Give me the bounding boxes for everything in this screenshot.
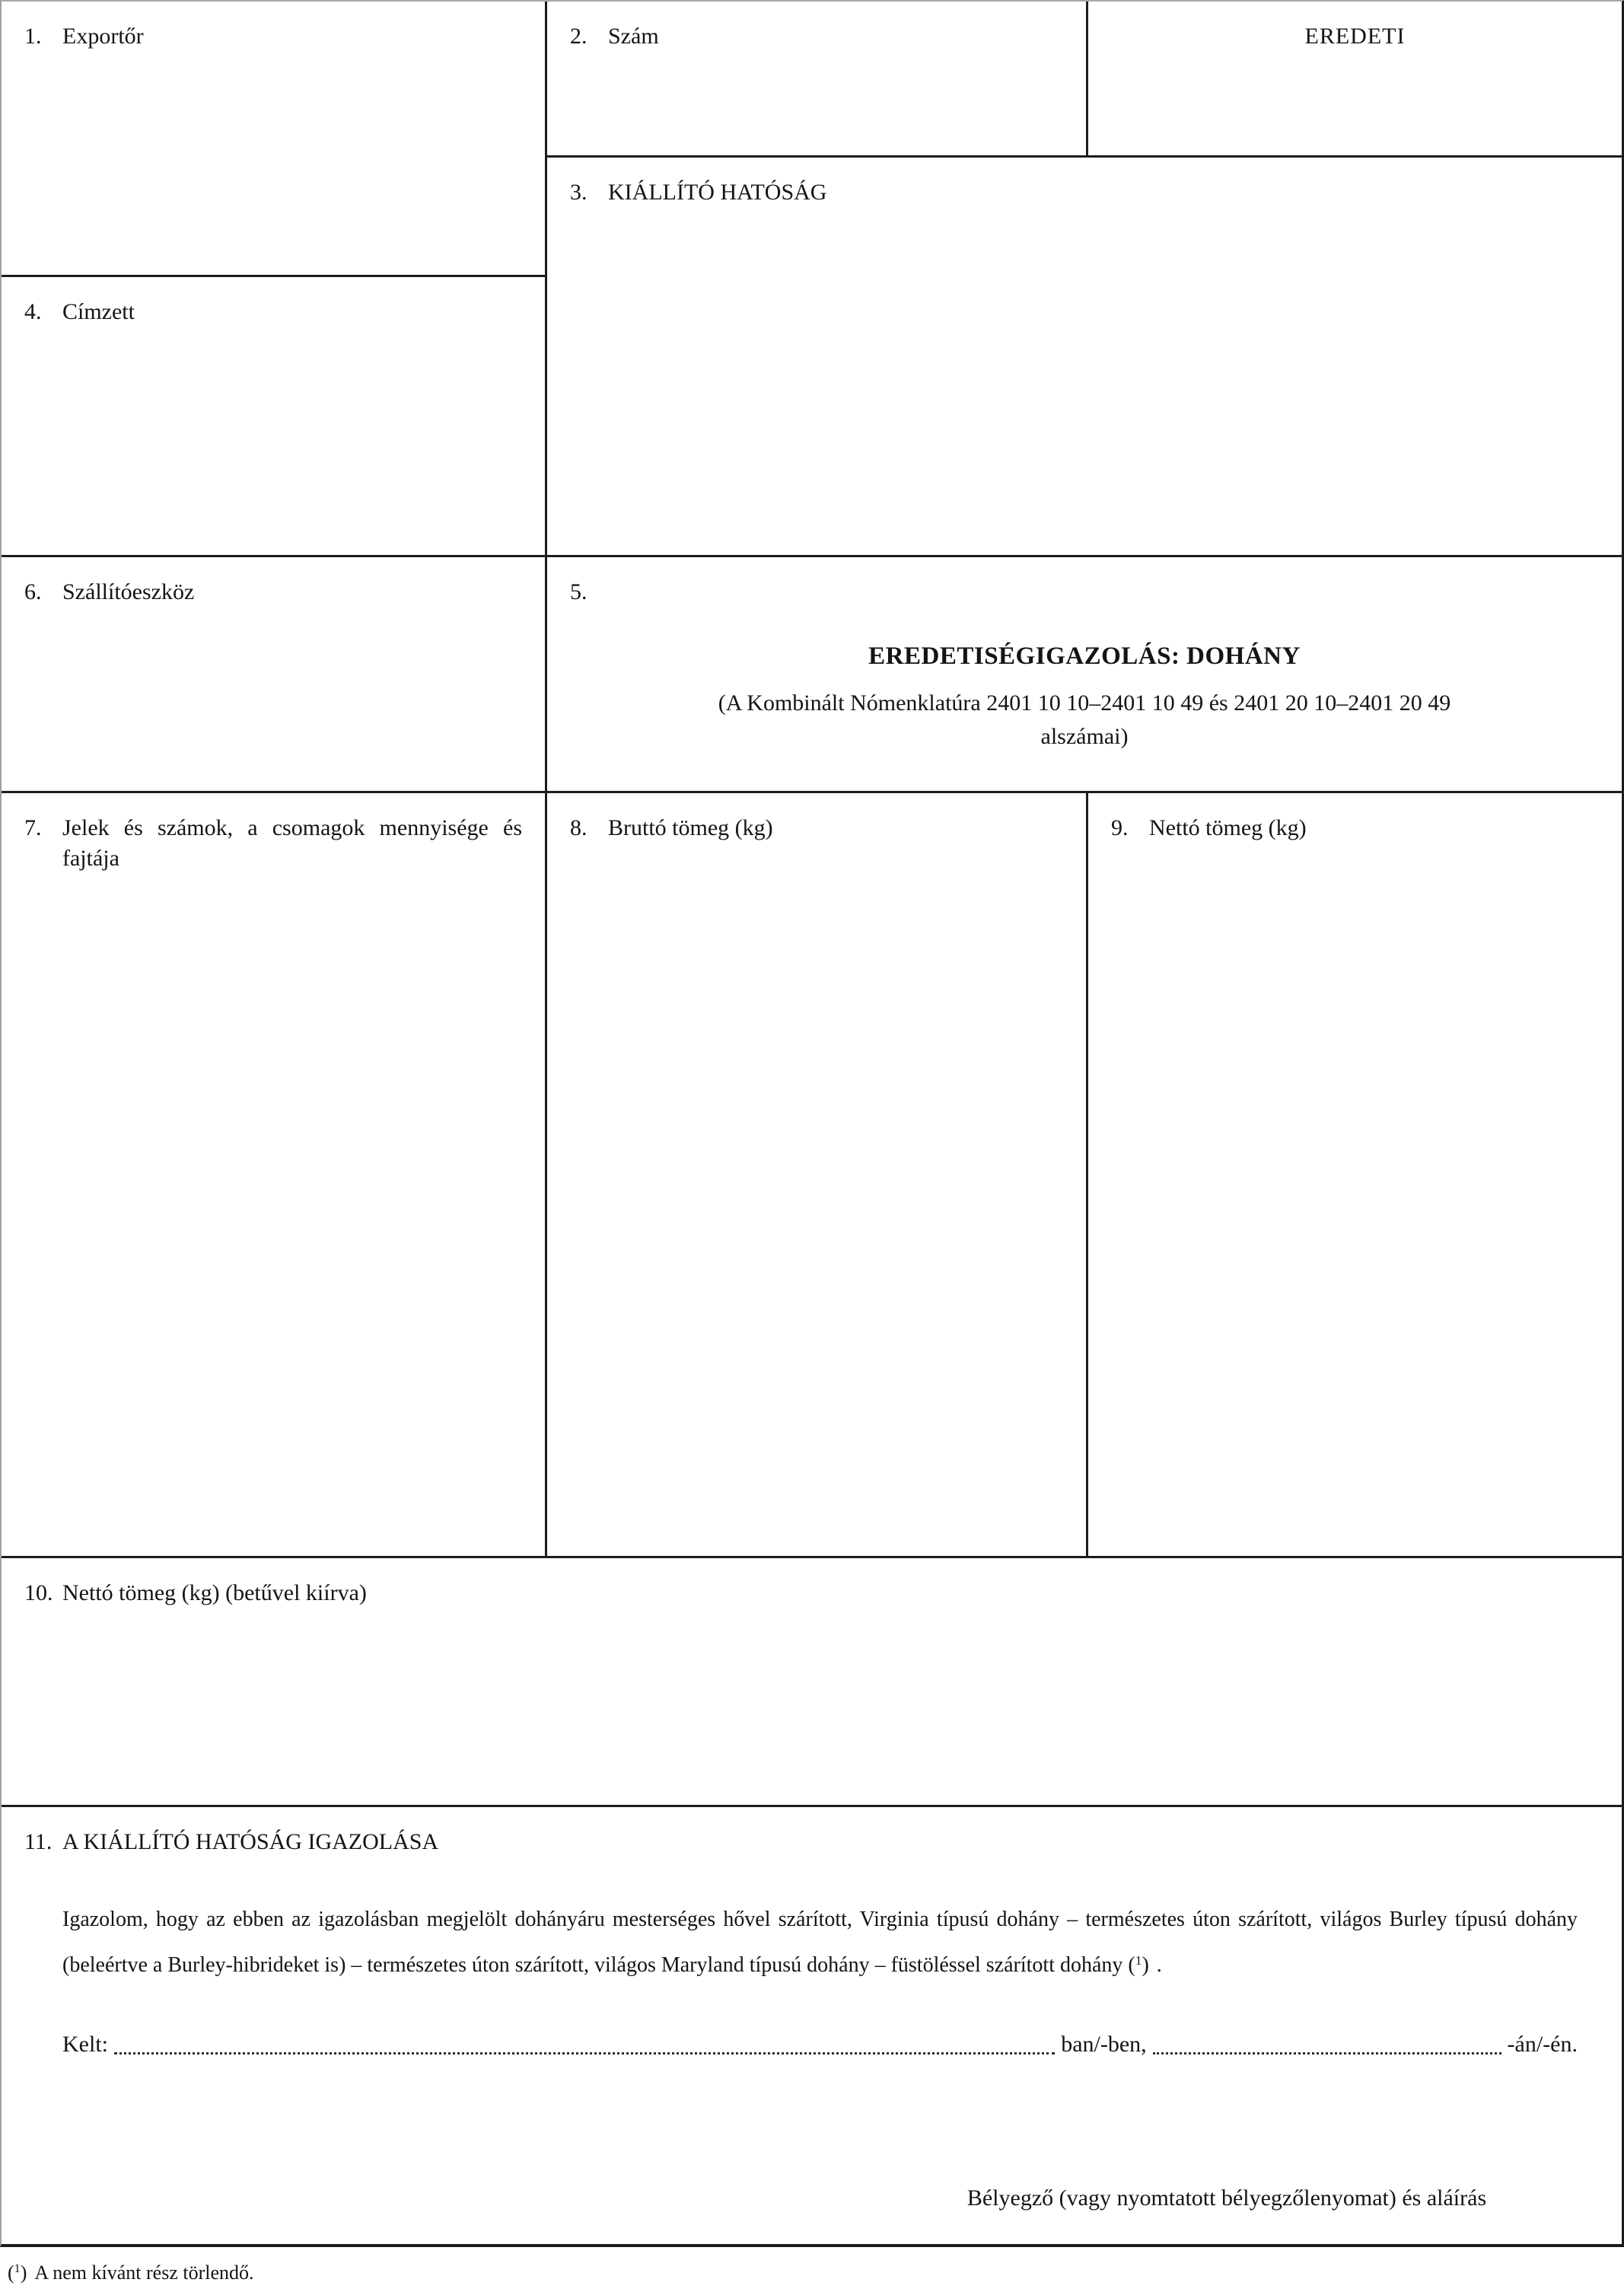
box-exporter: [2, 2, 547, 277]
box-exporter-label: Exportőr: [62, 24, 144, 49]
box-number-heading: [570, 21, 1063, 52]
date-line: [62, 2028, 1578, 2061]
certification-sentence-end: .: [1156, 1953, 1162, 1977]
box-certificate-title: [547, 557, 1622, 793]
box-issuing-authority-number: 3.: [570, 180, 588, 205]
box-means-of-transport-heading: [24, 577, 522, 607]
box-number: [547, 2, 1088, 158]
box-consignee-label: Címzett: [62, 299, 135, 324]
box-net-weight-heading: [1111, 813, 1599, 843]
stamp-signature-line: Bélyegző (vagy nyomtatott bélyegzőlenyomat) és aláírás: [966, 2185, 1487, 2211]
box-consignee-heading: [24, 297, 522, 327]
box-number-number: 2.: [570, 24, 588, 49]
box-exporter-number: 1.: [24, 24, 42, 49]
box-issuing-authority-heading: [570, 177, 1599, 208]
certification-footnote-ref: [1128, 1953, 1148, 1977]
box-certificate-title-number: 5.: [570, 579, 588, 604]
box-authority-certification-label: A KIÁLLÍTÓ HATÓSÁG IGAZOLÁSA: [62, 1829, 439, 1854]
box-authority-certification: [2, 1807, 1622, 2244]
box-consignee-number: 4.: [24, 299, 42, 324]
original-mark: EREDETI: [1304, 24, 1406, 49]
date-label: Kelt:: [62, 2032, 108, 2057]
box-net-weight-words-heading: [24, 1578, 1599, 1608]
page-footnote-marker: [8, 2262, 27, 2284]
box-marks-numbers-number: 7.: [24, 815, 42, 840]
box-net-weight-label: Nettó tömeg (kg): [1149, 815, 1307, 840]
date-day-dotted-line: [1153, 2051, 1501, 2055]
box-means-of-transport-number: 6.: [24, 579, 42, 604]
box-gross-weight-label: Bruttó tömeg (kg): [608, 815, 773, 840]
box-net-weight-words-number: 10.: [24, 1580, 53, 1605]
page-footnote-text: A nem kívánt rész törlendő.: [34, 2262, 254, 2284]
footnote-ref-paren-close: ): [1142, 1953, 1149, 1977]
footnote-ref-number: 1: [1135, 1953, 1142, 1968]
box-exporter-heading: [24, 21, 522, 52]
page-footnote-paren-close: ): [20, 2262, 27, 2284]
certificate-subtitle-line1: (A Kombinált Nómenklatúra 2401 10 10–2401 10 49 és 2401 20 10–2401 20 49: [718, 690, 1451, 716]
box-net-weight-number: 9.: [1111, 815, 1129, 840]
box-means-of-transport: [2, 557, 547, 793]
box-issuing-authority: [547, 158, 1622, 557]
certification-text: Igazolom, hogy az ebben az igazolásban megjelölt dohányáru mesterséges hővel szárított, Virginia típusú dohány – természetes úton szárított, világos Burley típusú dohány (beleértve a Burley-hibrideket is) – természetes úton szárított, világos Maryland típusú dohány – füstöléssel szárított dohány: [62, 1908, 1578, 1977]
page-footnote-paren-open: (: [8, 2262, 14, 2284]
box-net-weight: [1088, 793, 1622, 1558]
box-marks-numbers-heading: [24, 813, 522, 874]
certificate-title: EREDETISÉGIGAZOLÁS: DOHÁNY: [868, 642, 1301, 670]
box-original: [1088, 2, 1622, 158]
footnote-ref-paren-open: (: [1128, 1953, 1135, 1977]
box-gross-weight-number: 8.: [570, 815, 588, 840]
box-gross-weight-heading: [570, 813, 1063, 843]
box-net-weight-words-label: Nettó tömeg (kg) (betűvel kiírva): [62, 1580, 367, 1605]
box-marks-numbers: [2, 793, 547, 1558]
box-issuing-authority-label: KIÁLLÍTÓ HATÓSÁG: [608, 180, 827, 205]
page-footnote-ref-number: 1: [14, 2262, 21, 2275]
certificate-subtitle-line2: alszámai): [1040, 724, 1129, 749]
date-suffix-day: -án/-én.: [1507, 2032, 1578, 2057]
page-footnote: [0, 2259, 1624, 2287]
box-gross-weight: [547, 793, 1088, 1558]
box-marks-numbers-label: Jelek és számok, a csomagok mennyisége és fajtája: [62, 815, 522, 871]
box-means-of-transport-label: Szállítóeszköz: [62, 579, 195, 604]
box-certificate-title-heading: [570, 577, 1599, 607]
date-suffix-place: ban/-ben,: [1061, 2032, 1147, 2057]
box-consignee: [2, 277, 547, 557]
certification-paragraph: [62, 1897, 1578, 1988]
box-authority-certification-number: 11.: [24, 1829, 53, 1854]
box-authority-certification-heading: [24, 1827, 1599, 1857]
date-place-dotted-line: [114, 2051, 1055, 2055]
box-net-weight-words: [2, 1558, 1622, 1807]
box-number-label: Szám: [608, 24, 659, 49]
